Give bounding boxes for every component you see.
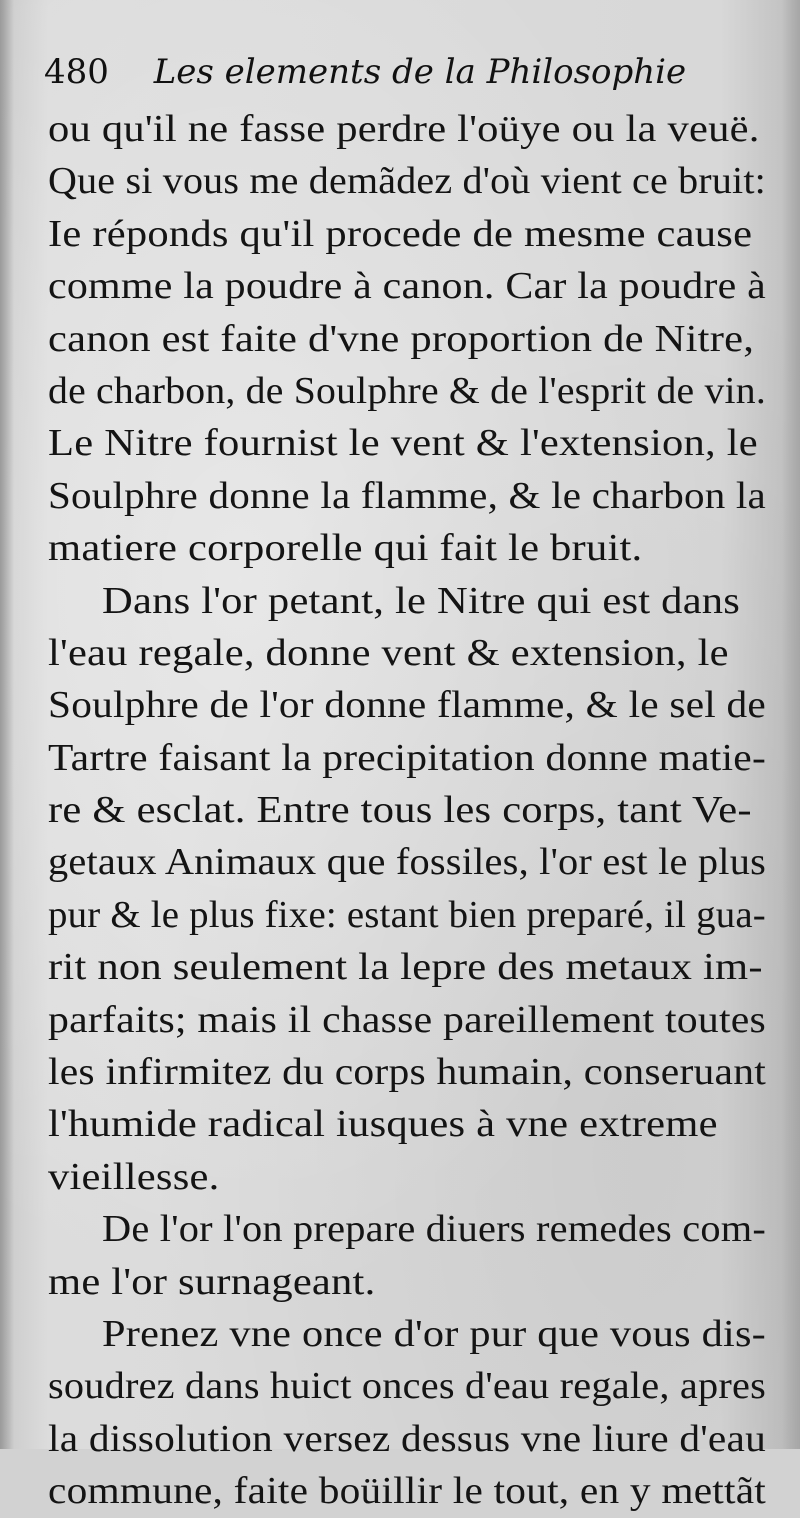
text-line: Le Nitre fournist le vent & l'extension, le <box>48 422 758 465</box>
page-number: 480 <box>44 52 109 92</box>
text-line: pur & le plus fixe: estant bien preparé, il gua- <box>48 893 766 936</box>
running-title: Les elements de la Philosophie <box>153 52 687 92</box>
text-line: comme la poudre à canon. Car la poudre à <box>48 265 766 308</box>
text-line: Soulphre donne la flamme, & le charbon la <box>48 474 766 517</box>
text-line: vieillesse. <box>48 1155 220 1198</box>
body-text <box>48 103 766 1518</box>
text-line: rit non seulement la lepre des metaux im- <box>48 946 763 989</box>
paragraph-first-line: De l'or l'on prepare diuers remedes com- <box>102 1208 766 1251</box>
text-line: les infirmitez du corps humain, conseruant <box>48 1051 766 1094</box>
paragraph-first-line: Dans l'or petant, le Nitre qui est dans <box>102 579 741 622</box>
text-line: commune, faite boüillir le tout, en y mettãt <box>48 1470 766 1513</box>
text-line: canon est faite d'vne proportion de Nitre, <box>48 317 755 360</box>
text-line: getaux Animaux que fossiles, l'or est le plus <box>48 841 767 884</box>
text-line: Que si vous me demãdez d'où vient ce bruit: <box>48 160 767 203</box>
text-line: la dissolution versez dessus vne liure d'eau <box>48 1417 767 1460</box>
page-edge-shadow <box>782 0 800 1449</box>
text-line: soudrez dans huict onces d'eau regale, apres <box>48 1365 766 1408</box>
text-line: Ie réponds qu'il procede de mesme cause <box>48 212 753 255</box>
text-line: Soulphre de l'or donne flamme, & le sel de <box>48 684 766 727</box>
text-line: me l'or surnageant. <box>48 1260 376 1303</box>
text-line: de charbon, de Soulphre & de l'esprit de vin. <box>48 369 766 412</box>
text-line: parfaits; mais il chasse pareillement toutes <box>48 998 766 1041</box>
page-gutter-shadow <box>0 0 14 1449</box>
paragraph-first-line: Prenez vne once d'or pur que vous dis- <box>102 1312 767 1355</box>
text-line: matiere corporelle qui fait le bruit. <box>48 527 643 570</box>
text-line: ou qu'il ne fasse perdre l'oüye ou la veuë. <box>48 108 760 150</box>
text-line: Tartre faisant la precipitation donne matie- <box>48 736 766 779</box>
text-line: l'eau regale, donne vent & extension, le <box>48 631 729 674</box>
page-header <box>44 48 764 96</box>
text-line: re & esclat. Entre tous les corps, tant Ve- <box>48 789 752 832</box>
text-line: l'humide radical iusques à vne extreme <box>48 1103 718 1146</box>
